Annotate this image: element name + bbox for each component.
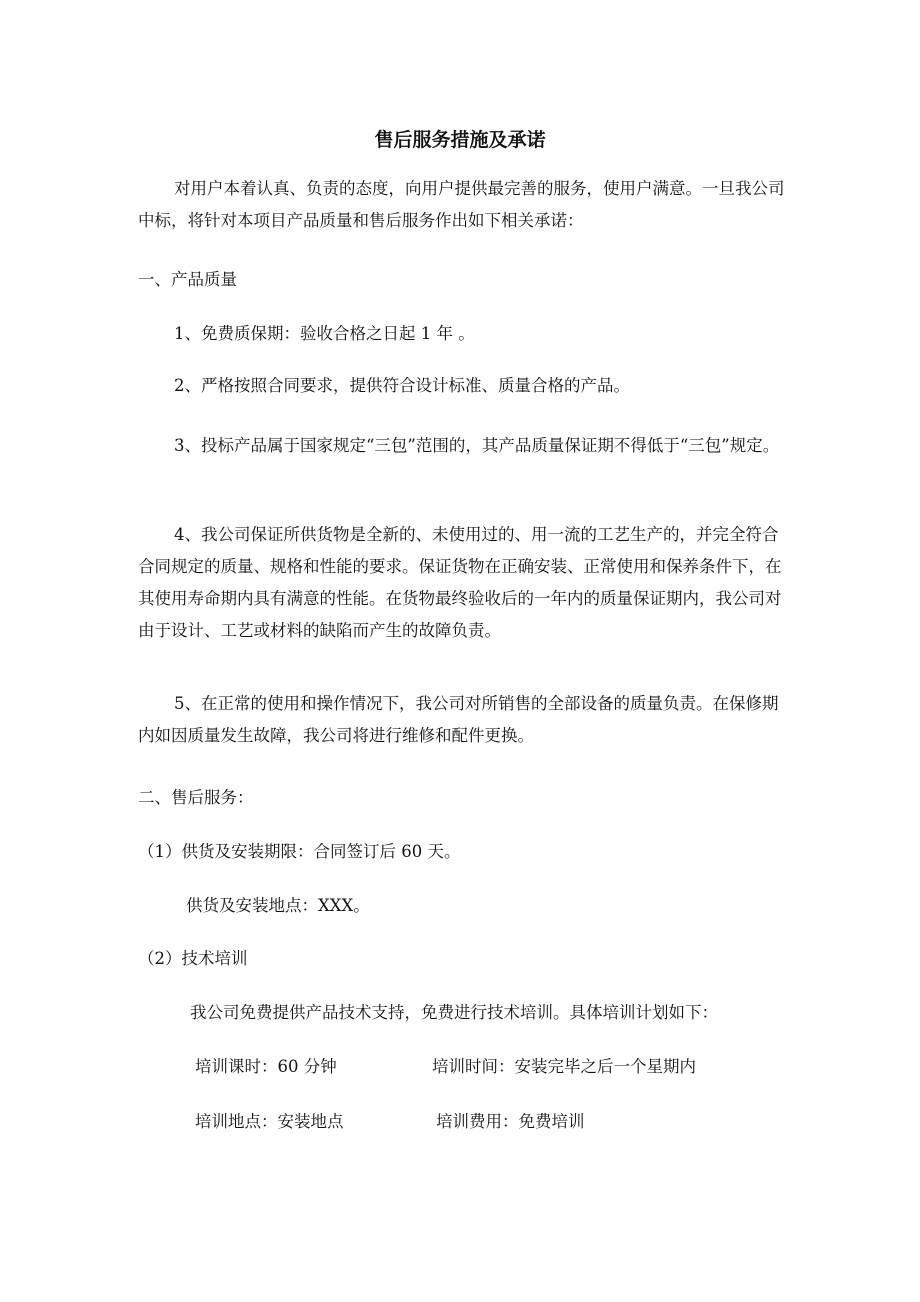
section2-heading: 二、售后服务： bbox=[138, 788, 254, 807]
supply-location: 供货及安装地点：XXX。 bbox=[186, 896, 370, 915]
intro-paragraph: 对用户本着认真、负责的态度，向用户提供最完善的服务，使用户满意。一旦我公司中标，将针对本项目产品质量和售后服务作出如下相关承诺： bbox=[138, 179, 785, 230]
quality-item-5: 5、在正常的使用和操作情况下，我公司对所销售的全部设备的质量负责。在保修期内如因质量发生故障，我公司将进行维修和配件更换。 bbox=[138, 694, 779, 745]
training-intro: 我公司免费提供产品技术支持，免费进行技术培训。具体培训计划如下： bbox=[190, 1003, 718, 1022]
training-time: 培训时间：安装完毕之后一个星期内 bbox=[432, 1057, 696, 1076]
supply-period: （1）供货及安装期限：合同签订后 60 天。 bbox=[138, 842, 461, 861]
training-fee: 培训费用：免费培训 bbox=[436, 1112, 585, 1131]
quality-item-3: 3、投标产品属于国家规定“三包”范围的，其产品质量保证期不得低于“三包”规定。 bbox=[174, 436, 780, 455]
quality-item-1: 1、免费质保期：验收合格之日起 1 年 。 bbox=[174, 324, 475, 343]
quality-item-2: 2、严格按照合同要求，提供符合设计标准、质量合格的产品。 bbox=[174, 376, 630, 395]
quality-item-4: 4、我公司保证所供货物是全新的、未使用过的、用一流的工艺生产的，并完全符合合同规定的质量、规格和性能的要求。保证货物在正确安装、正常使用和保养条件下，在其使用寿命期内具有满意的性能。在货物最终验收后的一年内的质量保证期内，我公司对由于设计、工艺或材料的缺陷而产生的故障负责。 bbox=[138, 525, 782, 640]
document-title: 售后服务措施及承诺 bbox=[374, 129, 546, 151]
training-heading: （2）技术培训 bbox=[138, 949, 248, 968]
training-location: 培训地点：安装地点 bbox=[195, 1112, 344, 1131]
section1-heading: 一、产品质量 bbox=[138, 270, 237, 289]
training-hours: 培训课时：60 分钟 bbox=[195, 1057, 337, 1076]
